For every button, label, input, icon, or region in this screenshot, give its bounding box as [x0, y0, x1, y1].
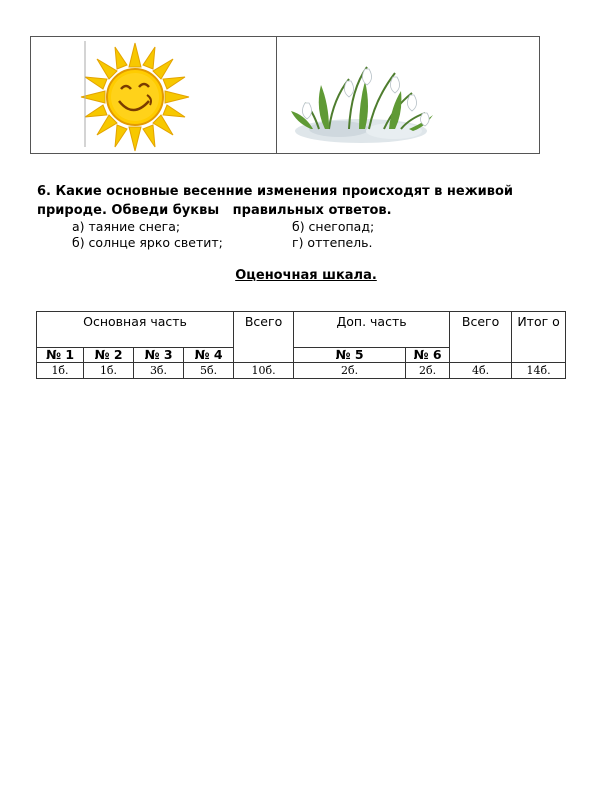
value-cell: 10б. [234, 363, 294, 379]
question-line-2: природе. Обведи буквы правильных ответов. [37, 203, 392, 218]
number-cell: № 2 [84, 348, 134, 363]
value-cell: 3б. [134, 363, 184, 379]
picture-table [30, 36, 540, 154]
value-cell: 2б. [294, 363, 406, 379]
grading-table [36, 311, 566, 379]
sun-smiling-icon [77, 35, 197, 155]
value-cell: 4б. [450, 363, 512, 379]
header-itogo: Итог о [512, 312, 566, 363]
answer-option-a: а) таяние снега; [72, 219, 181, 234]
value-cell: 1б. [84, 363, 134, 379]
scale-title: Оценочная шкала. [235, 268, 377, 283]
table-divider [276, 37, 277, 153]
answer-option-b2: б) солнце ярко светит; [72, 235, 223, 250]
header-total-1: Всего [234, 312, 294, 363]
header-extra-part: Доп. часть [294, 312, 450, 348]
number-cell: № 6 [406, 348, 450, 363]
value-cell: 2б. [406, 363, 450, 379]
header-total-2: Всего [450, 312, 512, 363]
answer-option-b: б) снегопад; [292, 219, 375, 234]
value-cell: 5б. [184, 363, 234, 379]
number-cell: № 5 [294, 348, 406, 363]
number-cell: № 3 [134, 348, 184, 363]
value-cell: 1б. [37, 363, 84, 379]
snowdrops-icon [289, 51, 439, 143]
value-cell: 14б. [512, 363, 566, 379]
number-cell: № 4 [184, 348, 234, 363]
answer-option-g: г) оттепель. [292, 235, 373, 250]
question-line-1: 6. Какие основные весенние изменения происходят в неживой [37, 184, 514, 199]
number-cell: № 1 [37, 348, 84, 363]
header-main-part: Основная часть [37, 312, 234, 348]
